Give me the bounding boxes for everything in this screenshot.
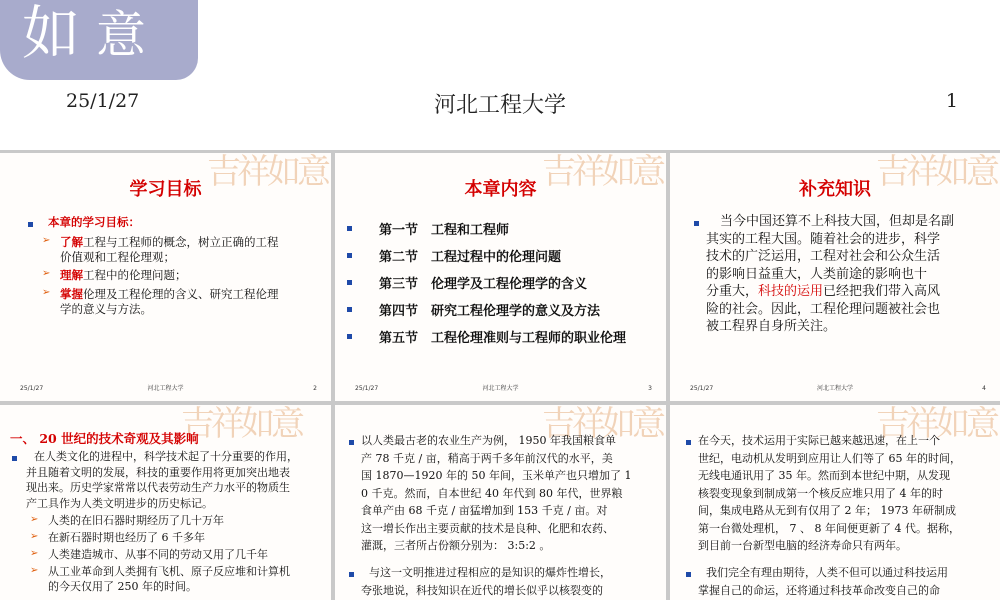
objective-item: 掌握伦理及工程伦理的含义、研究工程伦理 [60,287,279,301]
bullet-icon [347,334,352,339]
slide-date: 25/1/27 [66,90,140,112]
body-line: 掌握自己的命运，还将通过科技革命改变自己的命 [698,583,940,597]
slide-thumbnail-7[interactable] [670,405,1000,600]
body-line: 在人类文化的进程中，科学技术起了十分重要的作用， [34,450,298,463]
arrow-bullet-icon: ➢ [30,548,39,559]
slide-thumbnail-6[interactable] [335,405,666,600]
body-line: 并且随着文明的发展，科技的重要作用将更加突出地表 [26,465,290,479]
supplement-line: 险的社会。因此，工程伦理问题被社会也 [706,301,941,317]
logo [0,0,198,80]
decoration-pattern: 吉祥如意 [876,405,996,444]
footer-date: 25/1/27 [355,385,379,392]
arrow-bullet-icon: ➢ [30,531,39,542]
list-item: 从工业革命到人类拥有飞机、原子反应堆和计算机 [48,565,290,578]
decoration-pattern: 吉祥如意 [542,405,662,444]
objective-item: 了解工程与工程师的概念，树立正确的工程 [60,235,279,249]
bullet-icon [28,222,33,227]
bullet-icon [347,226,352,231]
objective-item-cont: 学的意义与方法。 [60,302,152,316]
arrow-bullet-icon: ➢ [42,235,51,246]
body-line: 核裂变现象到制成第一个核反应堆只用了 4 年的时 [698,486,943,500]
list-item-cont: 的今天仅用了 250 年的时间。 [48,580,197,593]
slide-thumbnail-3[interactable] [335,153,666,401]
supplement-line: 的影响日益重大，人类前途的影响也十 [706,266,928,282]
body-line: 现出来。历史学家常常以代表劳动生产力水平的物质生 [26,481,290,494]
objective-heading: 本章的学习目标： [48,215,140,229]
decoration-pattern: 吉祥如意 [876,153,996,192]
objective-item-cont: 价值观和工程伦理观； [60,250,175,264]
footer-date: 25/1/27 [20,385,44,392]
list-item: 人类建造城市、从事不同的劳动又用了几千年 [48,548,268,561]
footer-page: 4 [982,385,986,392]
slide-title: 补充知识 [799,179,871,200]
body-line: 这一增长作出主要贡献的技术是良种、化肥和农药、 [361,521,614,535]
footer-school: 河北工程大学 [816,385,853,392]
bullet-icon [686,440,691,445]
toc-item: 第四节 研究工程伦理学的意义及方法 [379,304,601,319]
body-line: 产工具作为人类文明进步的历史标记。 [26,496,213,510]
bullet-icon [12,456,17,461]
slide-title: 学习目标 [129,179,202,200]
toc-item: 第五节 工程伦理准则与工程师的职业伦理 [379,331,627,346]
bullet-icon [347,253,352,258]
footer-page: 3 [648,385,652,392]
body-line: 夸张地说，科技知识在近代的增长似乎以核裂变的 [361,583,603,597]
bullet-icon [347,280,352,285]
title-slide[interactable] [0,0,1000,150]
arrow-bullet-icon: ➢ [42,287,51,298]
body-line: 以人类最古老的农业生产为例， 1950 年我国粮食单 [361,434,616,447]
footer-school: 河北工程大学 [147,385,184,392]
decoration-pattern: 吉祥如意 [542,153,662,192]
toc-item: 第三节 伦理学及工程伦理学的含义 [379,277,588,292]
logo-glyph: 如 [22,0,81,67]
bullet-icon [694,221,699,226]
slide-thumbnail-4[interactable] [670,153,1000,401]
body-line: 灌溉，三者所占份额分别为： 3:5:2 。 [361,539,551,552]
list-item: 在新石器时期也经历了 6 千多年 [48,531,205,544]
footer-page: 2 [313,385,317,392]
body-line: 产 78 千克 / 亩，稍高于两千多年前汉代的水平，美 [361,451,613,465]
body-line: 世纪，电动机从发明到应用让人们等了 65 年的时间， [698,451,961,465]
supplement-line: 被工程界自身所关注。 [706,319,837,334]
slide-title: 本章内容 [464,179,537,200]
body-line: 在今天，技术运用于实际已越来越迅速，在上一个 [698,434,940,447]
body-line: 无线电通讯用了 35 年。然而到本世纪中期，从发现 [698,469,950,482]
decoration-pattern: 吉祥如意 [181,405,301,444]
body-line: 我们完全有理由期待，人类不但可以通过科技运用 [706,566,948,579]
arrow-bullet-icon: ➢ [42,268,51,279]
bullet-icon [349,440,354,445]
toc-item: 第一节 工程和工程师 [379,223,510,238]
arrow-bullet-icon: ➢ [30,514,39,525]
toc-item: 第二节 工程过程中的伦理问题 [379,250,562,265]
body-line: 与这一文明推进过程相应的是知识的爆炸性增长， [369,566,611,579]
supplement-line: 其实的工程大国。随着社会的进步，科学 [706,231,941,247]
logo-glyph: 意 [96,6,146,64]
objective-item: 理解工程中的伦理问题； [60,268,187,282]
list-item: 人类的在旧石器时期经历了几十万年 [48,514,224,527]
highlight-text: 科技的运用 [758,284,824,299]
body-line: 国 1870—1920 年的 50 年间，玉米单产也只增加了 1 [361,469,632,482]
slide-title: 河北工程大学 [433,93,566,118]
body-line: 间，集成电路从无到有仅用了 2 年； 1973 年研制成 [698,504,956,517]
slide-thumbnail-2[interactable] [0,153,331,401]
bullet-icon [347,307,352,312]
footer-school: 河北工程大学 [482,385,519,392]
body-line: 第一台微处理机， 7 、 8 年间便更新了 4 代。据称， [698,521,960,535]
slide-thumbnail-5[interactable] [0,405,331,600]
supplement-line: 分重大，科技的运用已经把我们带入高风 [706,284,941,299]
decoration-pattern: 吉祥如意 [207,153,327,192]
bullet-icon [349,572,354,577]
bullet-icon [686,572,691,577]
supplement-line: 技术的广泛运用，工程对社会和公众生活 [706,249,941,264]
supplement-line: 当今中国还算不上科技大国，但却是名副 [720,214,955,229]
footer-date: 25/1/27 [690,385,714,392]
body-line: 到目前一台新型电脑的经济寿命只有两年。 [698,539,907,552]
arrow-bullet-icon: ➢ [30,565,39,576]
body-line: 0 千克。然而，自本世纪 40 年代到 80 年代，世界粮 [361,486,623,500]
section-heading: 一、 20 世纪的技术奇观及其影响 [10,431,199,446]
body-line: 食单产由 68 千克 / 亩猛增加到 153 千克 / 亩。对 [361,504,608,517]
page-number: 1 [945,90,958,112]
